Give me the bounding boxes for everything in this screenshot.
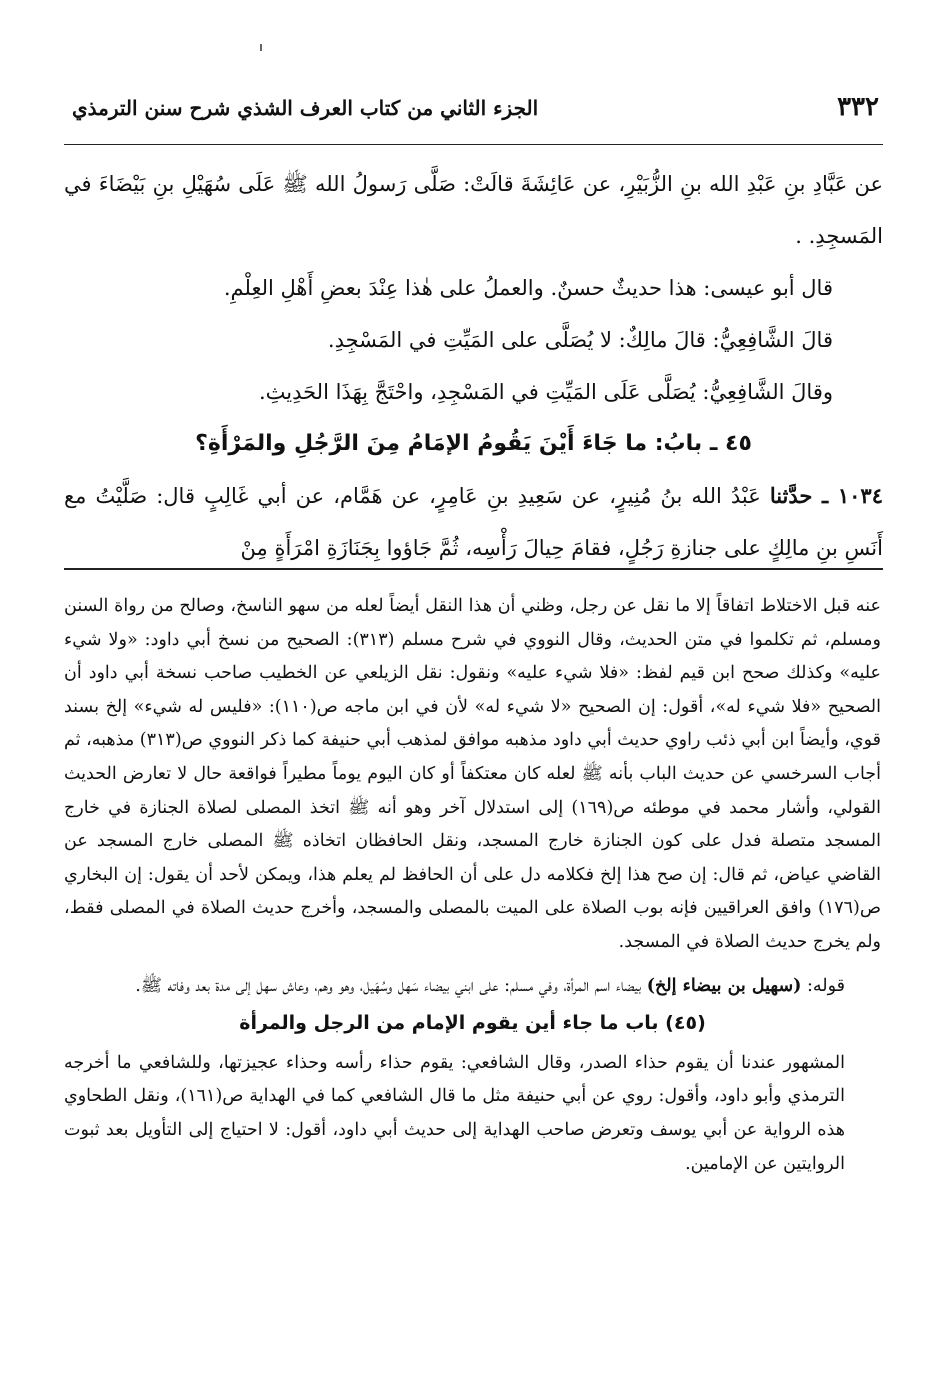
chapter-heading: ٤٥ ـ بابُ: ما جَاءَ أَيْنَ يَقُومُ الإمَامُ مِنَ الرَّجُلِ والمَرْأَةِ؟	[195, 431, 752, 456]
shafii-quote: وقالَ الشَّافِعِيُّ: يُصَلَّى عَلَى المَيِّتِ في المَسْجِدِ، واحْتَجَّ بِهَذَا الحَدِيثِ.	[258, 380, 833, 404]
commentary-paragraph-2	[64, 970, 881, 1004]
qawluh-label: قوله:	[801, 975, 845, 996]
spacer	[64, 960, 881, 970]
scan-mark	[260, 44, 262, 51]
hadith-text: عَبْدُ الله بنُ مُنِيرٍ، عن سَعِيدِ بنِ عَامِرٍ، عن هَمَّام، عن أبي غَالِبٍ قال: صَلَّيْتُ مع أَنَسِ بنِ مالِكٍ على جنازةِ رَجُلٍ، فقامَ حِيالَ رَأْسِه، ثُمَّ جَاؤوا بِجَنَازَةِ امْرَأَةٍ مِنْ	[64, 484, 883, 560]
page-header	[64, 92, 887, 132]
commentary-chapter-heading: (٤٥) باب ما جاء أين يقوم الإمام من الرجل والمرأة	[239, 1012, 706, 1035]
commentary-paragraph-3: المشهور عندنا أن يقوم حذاء الصدر، وقال الشافعي: يقوم حذاء رأسه وحذاء عجيزتها، وللشافعي ما أخرجه الترمذي وأبو داود، وأقول: روي عن أبي حنيفة مثل ما قال الشافعي كما في الهداية ص(١٦١)، ونقل الطحاوي هذه الرواية عن أبي يوسف وتعرض صاحب الهداية إلى حديث أبي داود، أقول: لا احتياج إلى التأويل بعد ثبوت الروايتين عن الإمامين.	[64, 1052, 846, 1174]
hadith-1034	[64, 470, 883, 574]
commentary-paragraph-1: عنه قبل الاختلاط اتفاقاً إلا ما نقل عن رجل، وظني أن هذا النقل أيضاً لعله من سهو الناسخ، وصالح من رواة السنن ومسلم، ثم تكلموا في متن الحديث، وقال النووي في شرح مسلم (٣١٣): الصحيح من نسخ أبي داود: «ولا شيء عليه» وكذلك صحح ابن قيم لفظ: «فلا شيء عليه» ونقول: نقل الزيلعي عن الخطيب صاحب نسخة أبي داود أن الصحيح «فلا شيء له»، أقول: إن الصحيح «لا شيء له» لأن في ابن ماجه ص(١١٠): «فليس له شيء» إلخ بسند قوي، وأيضاً ابن أبي ذئب راوي حديث أبي داود مذهبه موافق لمذهب أبي حنيفة كما ذكر النووي ص(٣١٣) مذهبه، ثم أجاب السرخسي عن حديث الباب بأنه ﷺ لعله كان معتكفاً أو كان اليوم يوماً مطيراً فواقعة حال لا تعارض الحديث القولي، وأشار محمد في موطئه ص(١٦٩) إلى استدلال آخر وهو أنه ﷺ اتخذ المصلى لصلاة الجنازة في خارج المسجد متصلة فدل على كون الجنازة خارج المسجد، ونقل الحافظان اتخاذه ﷺ المصلى خارج المسجد عن القاضي عياض، ثم قال: إن صح هذا إلخ فكلامه دل على أن الحافظ لم يعلم هذا، ويمكن لأحد أن يقول: إن البخاري ص(١٧٦) وافق العراقيين فإنه بوب الصلاة على الميت بالمصلى والمسجد، وأخرج حديث الصلاة في المصلى فقط، ولم يخرج حديث الصلاة في المسجد.	[64, 596, 882, 952]
header-rule	[64, 144, 883, 145]
commentary	[64, 590, 881, 1181]
hadith-number: ١٠٣٤ ـ حدَّثنا	[769, 483, 883, 508]
page-number: ٣٣٢	[837, 92, 879, 122]
main-text	[64, 158, 883, 574]
running-title: الجزء الثاني من كتاب العرف الشذي شرح سنن الترمذي	[72, 96, 539, 120]
quoted-phrase: (سهيل بن بيضاء إلخ)	[646, 975, 802, 996]
shafii-malik-quote: قالَ الشَّافِعِيُّ: قالَ مالِكٌ: لا يُصَلَّى على المَيِّتِ في المَسْجِدِ.	[327, 328, 833, 352]
hadith-continuation: عن عَبَّادِ بنِ عَبْدِ الله بنِ الزُّبَيْرِ، عن عَائِشَةَ قالَتْ: صَلَّى رَسولُ الله ﷺ عَلَى سُهَيْلِ بنِ بَيْضَاءَ في المَسجِدِ. .	[64, 172, 883, 248]
commentary-text: بيضاء اسم المرأة، وفي مسلم: على ابني بيضاء سَهل وسُهَيل، وهو وهم، وعاش سهل إلى مدة بعد وفاته ﷺ.	[135, 975, 647, 996]
footnote-rule	[64, 568, 883, 570]
tirmidhi-comment: قال أبو عيسى: هذا حديثٌ حسنٌ. والعملُ على هٰذا عِنْدَ بعضِ أَهْلِ العِلْمِ.	[223, 276, 833, 300]
